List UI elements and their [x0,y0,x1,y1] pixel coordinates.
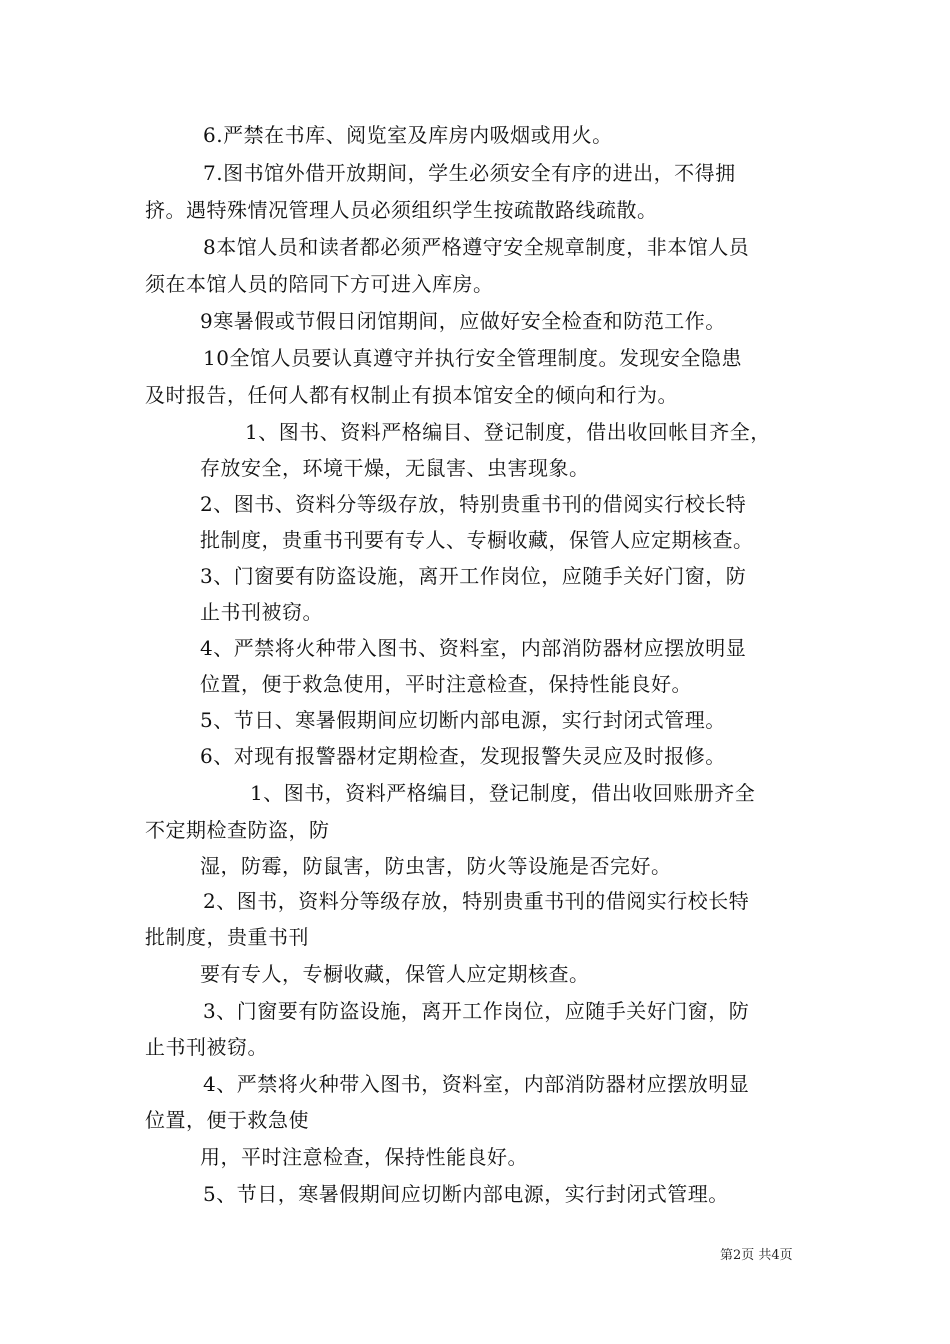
text-line: 6.严禁在书库、阅览室及库房内吸烟或用火。 [203,123,613,147]
text-line: 止书刊被窃。 [145,1035,268,1059]
text-line: 4、严禁将火种带入图书、资料室，内部消防器材应摆放明显 [200,636,747,660]
text-line: 1、图书，资料严格编目，登记制度，借出收回账册齐全 [250,781,756,805]
text-line: 6、对现有报警器材定期检查，发现报警失灵应及时报修。 [200,744,726,768]
text-line: 须在本馆人员的陪同下方可进入库房。 [145,272,494,296]
text-line: 9寒暑假或节假日闭馆期间，应做好安全检查和防范工作。 [200,309,726,333]
text-line: 3、门窗要有防盗设施，离开工作岗位，应随手关好门窗，防 [200,564,747,588]
text-line: 用，平时注意检查，保持性能良好。 [200,1145,528,1169]
text-line: 3、门窗要有防盗设施，离开工作岗位，应随手关好门窗，防 [203,999,750,1023]
page-number: 第2页 共4页 [720,1248,793,1263]
text-line: 要有专人，专橱收藏，保管人应定期核查。 [200,962,590,986]
text-line: 挤。遇特殊情况管理人员必须组织学生按疏散路线疏散。 [145,198,658,222]
text-line: 4、严禁将火种带入图书，资料室，内部消防器材应摆放明显 [203,1072,750,1096]
text-line: 7.图书馆外借开放期间，学生必须安全有序的进出，不得拥 [203,161,736,185]
text-line: 批制度，贵重书刊 [145,925,309,949]
text-line: 10全馆人员要认真遵守并执行安全管理制度。发现安全隐患 [203,346,742,370]
text-line: 不定期检查防盗，防 [145,818,330,842]
text-line: 位置，便于救急使 [145,1108,309,1132]
text-line: 位置，便于救急使用，平时注意检查，保持性能良好。 [200,672,692,696]
text-line: 湿，防霉，防鼠害，防虫害，防火等设施是否完好。 [200,854,672,878]
text-line: 8本馆人员和读者都必须严格遵守安全规章制度，非本馆人员 [203,235,750,259]
text-line: 1、图书、资料严格编目、登记制度，借出收回帐目齐全， [245,420,771,444]
text-line: 2、图书、资料分等级存放，特别贵重书刊的借阅实行校长特 [200,492,747,516]
text-line: 5、节日、寒暑假期间应切断内部电源，实行封闭式管理。 [200,708,726,732]
text-line: 批制度，贵重书刊要有专人、专橱收藏，保管人应定期核查。 [200,528,754,552]
text-line: 5、节日，寒暑假期间应切断内部电源，实行封闭式管理。 [203,1182,729,1206]
text-line: 及时报告，任何人都有权制止有损本馆安全的倾向和行为。 [145,383,678,407]
text-line: 2、图书，资料分等级存放，特别贵重书刊的借阅实行校长特 [203,889,750,913]
text-line: 存放安全，环境干燥，无鼠害、虫害现象。 [200,456,590,480]
text-line: 止书刊被窃。 [200,600,323,624]
